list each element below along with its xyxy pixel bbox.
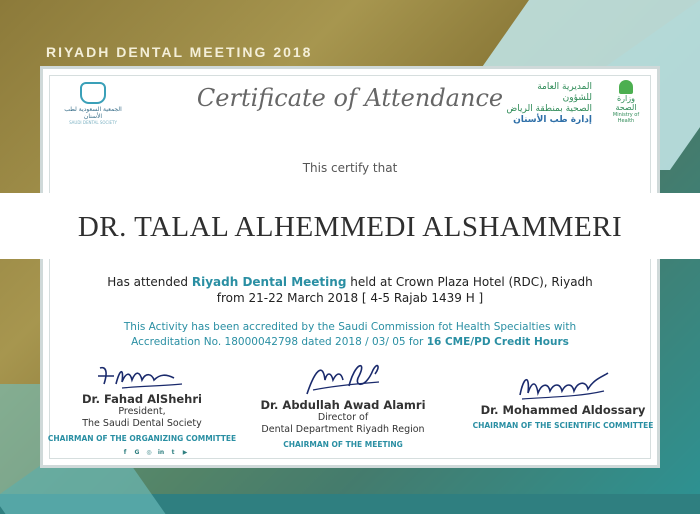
event-dates: from 21-22 March 2018 [ 4-5 Rajab 1439 H ] bbox=[216, 291, 484, 305]
attendance-statement bbox=[0, 274, 700, 306]
event-name: Riyadh Dental Meeting bbox=[191, 275, 347, 289]
social-handle[interactable]: @DentalRiyadh bbox=[195, 448, 265, 458]
facebook-icon[interactable]: f bbox=[120, 448, 130, 458]
youtube-icon[interactable]: ▶ bbox=[180, 448, 190, 458]
signatory-name: Dr. Fahad AlShehri bbox=[82, 392, 202, 406]
logo-line-2: الصحية بمنطقة الرياض bbox=[506, 104, 592, 114]
signatory-name: Dr. Abdullah Awad Alamri bbox=[260, 398, 426, 412]
signatory-role-1: President, bbox=[118, 406, 166, 417]
signatory-chair: CHAIRMAN OF THE ORGANIZING COMMITTEE bbox=[47, 434, 237, 443]
instagram-icon[interactable]: ◎ bbox=[144, 448, 154, 458]
signatory-chair: CHAIRMAN OF THE SCIENTIFIC COMMITTEE bbox=[472, 421, 654, 430]
signatory-scientific bbox=[458, 367, 668, 430]
moh-emblem bbox=[606, 80, 646, 124]
signature-mohammed bbox=[508, 367, 618, 403]
cme-hours: 16 CME/PD Credit Hours bbox=[426, 336, 569, 348]
attendance-line bbox=[0, 274, 700, 290]
signatory-chair: CHAIRMAN OF THE MEETING bbox=[283, 440, 403, 449]
riyadh-health-affairs-text bbox=[506, 82, 592, 126]
certificate-title: Certificate of Attendance bbox=[196, 84, 504, 112]
logo-line-1: المديرية العامة للشؤون bbox=[537, 82, 592, 103]
ministry-of-health-logo bbox=[506, 80, 646, 125]
recipient-name: DR. TALAL ALHEMMEDI ALSHAMMERI bbox=[77, 211, 623, 243]
signatory-role-2: Dental Department Riyadh Region bbox=[261, 424, 425, 435]
accreditation-statement bbox=[0, 320, 700, 350]
linkedin-icon[interactable]: in bbox=[157, 449, 165, 456]
accreditation-number: Accreditation No. 18000042798 dated 2018 / 03/ 05 for bbox=[131, 336, 427, 348]
accreditation-line-1: This Activity has been accredited by the Saudi Commission fot Health Specialties with bbox=[123, 321, 577, 333]
signatory-role-1: Director of bbox=[317, 412, 369, 423]
signatory-name: Dr. Mohammed Aldossary bbox=[480, 403, 646, 417]
signatory-meeting bbox=[243, 356, 443, 449]
signatory-organizing bbox=[42, 362, 242, 443]
attended-prefix: Has attended bbox=[107, 275, 192, 289]
meeting-header: RIYADH DENTAL MEETING 2018 bbox=[46, 44, 313, 60]
logo-line-3: إدارة طب الأسنان bbox=[513, 115, 592, 125]
moh-english: Ministry of Health bbox=[612, 112, 640, 124]
signatory-role-2: The Saudi Dental Society bbox=[82, 418, 202, 429]
certify-text: This certify that bbox=[302, 161, 398, 175]
sds-logo-arabic: الجمعية السعودية لطب الأسنان bbox=[64, 106, 122, 120]
palm-icon bbox=[619, 80, 633, 94]
signature-abdullah bbox=[293, 356, 393, 398]
attended-suffix: held at Crown Plaza Hotel (RDC), Riyadh bbox=[346, 275, 593, 289]
sds-logo-english: SAUDI DENTAL SOCIETY bbox=[69, 120, 117, 125]
social-footer bbox=[120, 448, 265, 458]
moh-arabic: وزارة الصحة bbox=[615, 94, 637, 112]
twitter-icon[interactable]: t bbox=[168, 448, 178, 458]
google-plus-icon[interactable]: G bbox=[132, 448, 142, 458]
accreditation-line-2 bbox=[0, 335, 700, 350]
signature-fahad bbox=[92, 362, 192, 392]
